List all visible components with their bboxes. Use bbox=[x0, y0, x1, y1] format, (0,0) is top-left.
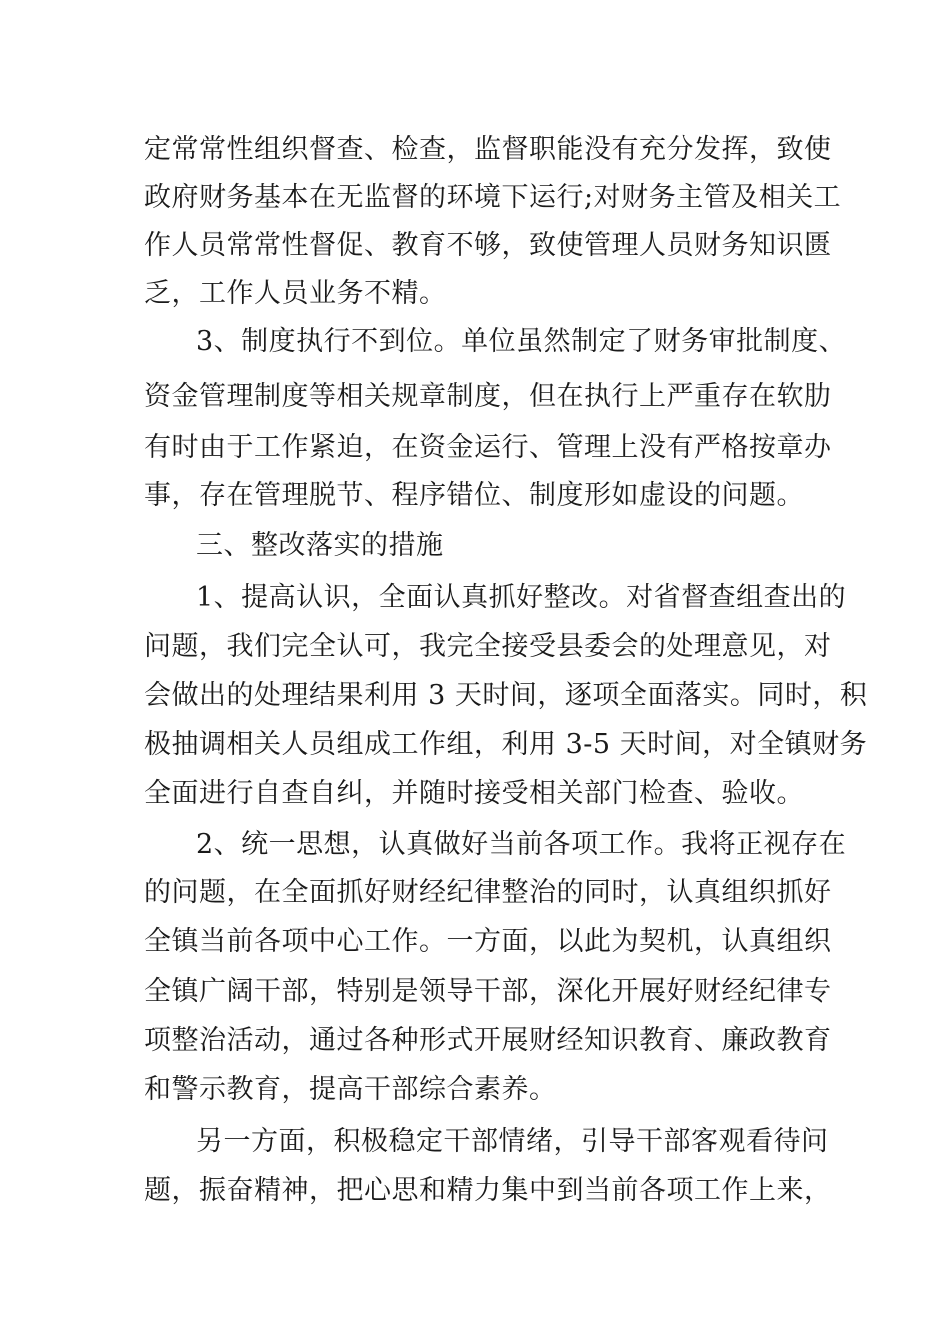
text-line: 和警示教育，提高干部综合素养。 bbox=[144, 1074, 557, 1105]
text-line: 乏，工作人员业务不精。 bbox=[144, 278, 447, 309]
text-line: 全镇广阔干部，特别是领导干部，深化开展好财经纪律专 bbox=[144, 976, 832, 1007]
text-line: 有时由于工作紧迫，在资金运行、管理上没有严格按章办 bbox=[144, 432, 832, 463]
text-line: 定常常性组织督查、检查，监督职能没有充分发挥，致使 bbox=[144, 134, 832, 165]
text-line: 另一方面，积极稳定干部情绪，引导干部客观看待问 bbox=[196, 1126, 829, 1157]
text-line: 资金管理制度等相关规章制度，但在执行上严重存在软肋 bbox=[144, 381, 832, 412]
text-line: 2、统一思想，认真做好当前各项工作。我将正视存在 bbox=[196, 829, 847, 860]
text-line: 政府财务基本在无监督的环境下运行;对财务主管及相关工 bbox=[144, 182, 842, 213]
text-line: 题，振奋精神，把心思和精力集中到当前各项工作上来， bbox=[144, 1175, 832, 1206]
text-line: 问题，我们完全认可，我完全接受县委会的处理意见，对 bbox=[144, 631, 832, 662]
text-line: 项整治活动，通过各种形式开展财经知识教育、廉政教育 bbox=[144, 1025, 832, 1056]
text-line: 事，存在管理脱节、程序错位、制度形如虚设的问题。 bbox=[144, 480, 804, 511]
section-heading: 三、整改落实的措施 bbox=[196, 530, 444, 561]
text-line: 极抽调相关人员组成工作组，利用 3-5 天时间，对全镇财务 bbox=[144, 729, 868, 760]
text-line: 的问题，在全面抓好财经纪律整治的同时，认真组织抓好 bbox=[144, 877, 832, 908]
text-line: 作人员常常性督促、教育不够，致使管理人员财务知识匮 bbox=[144, 230, 832, 261]
text-line: 全面进行自查自纠，并随时接受相关部门检查、验收。 bbox=[144, 778, 804, 809]
text-line: 3、制度执行不到位。单位虽然制定了财务审批制度、 bbox=[196, 326, 847, 357]
text-line: 全镇当前各项中心工作。一方面，以此为契机，认真组织 bbox=[144, 926, 832, 957]
text-line: 1、提高认识，全面认真抓好整改。对省督查组查出的 bbox=[196, 582, 847, 613]
text-line: 会做出的处理结果利用 3 天时间，逐项全面落实。同时，积 bbox=[144, 680, 868, 711]
